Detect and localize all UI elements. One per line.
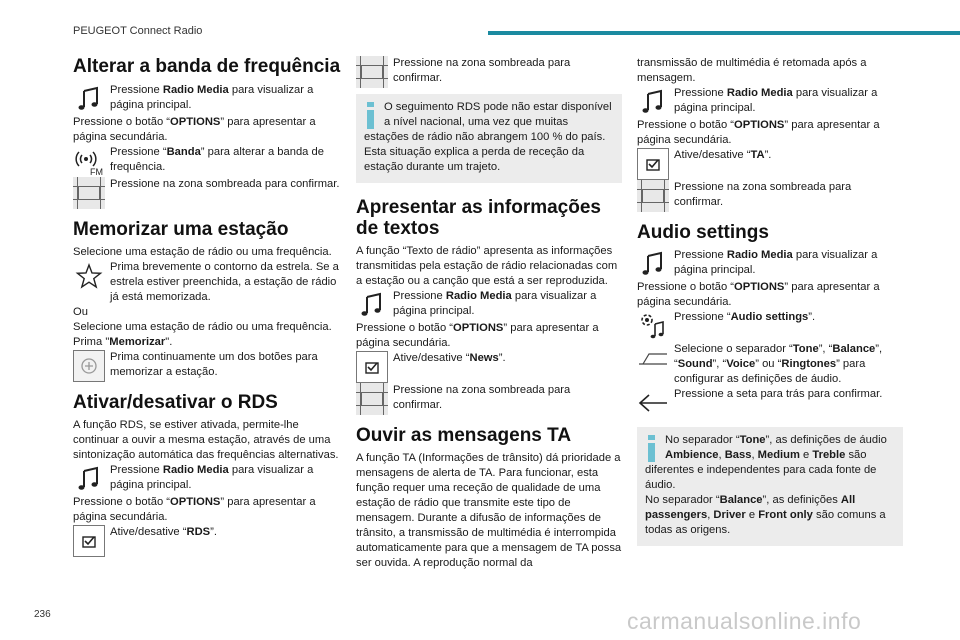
music-note-icon — [73, 463, 105, 495]
paragraph: A função “Texto de rádio” apresenta as informações transmitidas pela estação de rádio relacionadas com a estação ou a canção que está a ser reproduzida. — [356, 245, 618, 287]
section-title-ta: Ouvir as mensagens TA — [356, 425, 572, 446]
paragraph: Selecione uma estação de rádio ou uma frequência. — [73, 246, 332, 258]
music-note-icon — [73, 83, 105, 115]
step-rds-toggle: Ative/desative “RDS”. — [73, 525, 343, 557]
paragraph: Pressione o botão “OPTIONS” para apresentar a página secundária. — [356, 322, 599, 349]
step-ta-toggle: Ative/desative “TA”. — [637, 148, 903, 180]
paragraph: A função RDS, se estiver ativada, permite-lhe continuar a ouvir a mesma estação, através de uma sintonização automática das frequências alternativas. — [73, 419, 339, 461]
gear-music-icon — [637, 310, 669, 342]
column-1 — [73, 56, 343, 557]
step-radio-media: Pressione Radio Media para visualizar a página principal. — [356, 289, 622, 321]
shaded-zone-icon — [356, 56, 388, 88]
paragraph: Pressione o botão “OPTIONS” para apresentar a página secundária. — [73, 496, 316, 523]
checkbox-icon — [637, 148, 669, 180]
shaded-zone-icon — [356, 383, 388, 415]
column-2 — [356, 56, 622, 571]
add-circle-icon — [73, 350, 105, 382]
step-audio-settings: Pressione “Audio settings”. — [637, 310, 903, 342]
section-title-audio-settings: Audio settings — [637, 222, 769, 243]
checkbox-icon — [356, 351, 388, 383]
step-confirm: Pressione na zona sombreada para confirmar. — [637, 180, 903, 212]
step-back-arrow: Pressione a seta para trás para confirmar. — [637, 387, 903, 419]
header-title: PEUGEOT Connect Radio — [73, 25, 203, 37]
paragraph: Pressione o botão “OPTIONS” para apresentar a página secundária. — [73, 116, 316, 143]
step-confirm: Pressione na zona sombreada para confirmar. — [73, 177, 343, 209]
info-icon — [364, 102, 378, 130]
step-band: FM Pressione “Banda” para alterar a banda de frequência. — [73, 145, 343, 177]
star-outline-icon — [73, 260, 105, 292]
step-news-toggle: Ative/desative “News”. — [356, 351, 622, 383]
step-radio-media: Pressione Radio Media para visualizar a página principal. — [637, 86, 903, 118]
checkbox-icon — [73, 525, 105, 557]
paragraph: Prima "Memorizar". — [73, 336, 173, 348]
paragraph: Selecione uma estação de rádio ou uma frequência. — [73, 321, 332, 333]
step-radio-media: Pressione Radio Media para visualizar a página principal. — [637, 248, 903, 280]
header-accent-bar — [488, 31, 960, 35]
shaded-zone-icon — [73, 177, 105, 209]
paragraph: A função TA (Informações de trânsito) dá prioridade a mensagens de alerta de TA. Para funcionar, esta função requer uma receção de qualidade de uma estação de rádio que transmite este tipo de mensagem. Durante a difusão de informações de trânsito, a transmissão de multimédia é interrompida automaticamente para que a mensagem de TA possa ser ouvida. A reprodução normal da — [356, 452, 622, 569]
section-title-band: Alterar a banda de frequência — [73, 56, 341, 77]
music-note-icon — [637, 248, 669, 280]
watermark: carmanualsonline.info — [627, 608, 862, 634]
paragraph: Pressione o botão “OPTIONS” para apresentar a página secundária. — [637, 119, 880, 146]
shaded-zone-icon — [637, 180, 669, 212]
paragraph: transmissão de multimédia é retomada após a mensagem. — [637, 57, 867, 84]
step-radio-media: Pressione Radio Media para visualizar a página principal. — [73, 463, 343, 495]
step-confirm: Pressione na zona sombreada para confirmar. — [356, 383, 622, 415]
info-note-audio: No separador “Tone”, as definições de áudio Ambience, Bass, Medium e Treble são diferentes e independentes para cada fonte de áudio. No separador “Balance”, as definições All passengers, Driver e Front only são comuns a todas as origens. — [637, 427, 903, 546]
step-radio-media: Pressione Radio Media para visualizar a página principal. — [73, 83, 343, 115]
paragraph: Pressione o botão “OPTIONS” para apresentar a página secundária. — [637, 281, 880, 308]
section-title-text-info: Apresentar as informações de textos — [356, 197, 601, 239]
music-note-icon — [637, 86, 669, 118]
step-confirm: Pressione na zona sombreada para confirmar. — [356, 56, 622, 88]
music-note-icon — [356, 289, 388, 321]
svg-text:FM: FM — [90, 167, 103, 177]
info-note-rds: O seguimento RDS pode não estar disponível a nível nacional, uma vez que muitas estações de rádio não abrangem 100 % do país. Esta situação explica a perda de receção da estação durante um trajeto. — [356, 94, 622, 183]
paragraph: Ou — [73, 306, 88, 318]
page-number: 236 — [34, 609, 51, 620]
back-arrow-icon — [637, 387, 669, 419]
info-icon — [645, 435, 659, 463]
column-3 — [637, 56, 903, 546]
step-memorize-button: Prima continuamente um dos botões para memorizar a estação. — [73, 350, 343, 382]
fm-band-icon — [73, 145, 105, 177]
tab-selector-icon — [637, 342, 669, 374]
step-select-tab: Selecione o separador “Tone”, “Balance”, “Sound”, “Voice” ou “Ringtones” para configurar as definições de áudio. — [637, 342, 903, 387]
section-title-rds: Ativar/desativar o RDS — [73, 392, 278, 413]
section-title-memorize: Memorizar uma estação — [73, 219, 289, 240]
step-star: Prima brevemente o contorno da estrela. Se a estrela estiver preenchida, a estação de rádio já está memorizada. — [73, 260, 343, 305]
